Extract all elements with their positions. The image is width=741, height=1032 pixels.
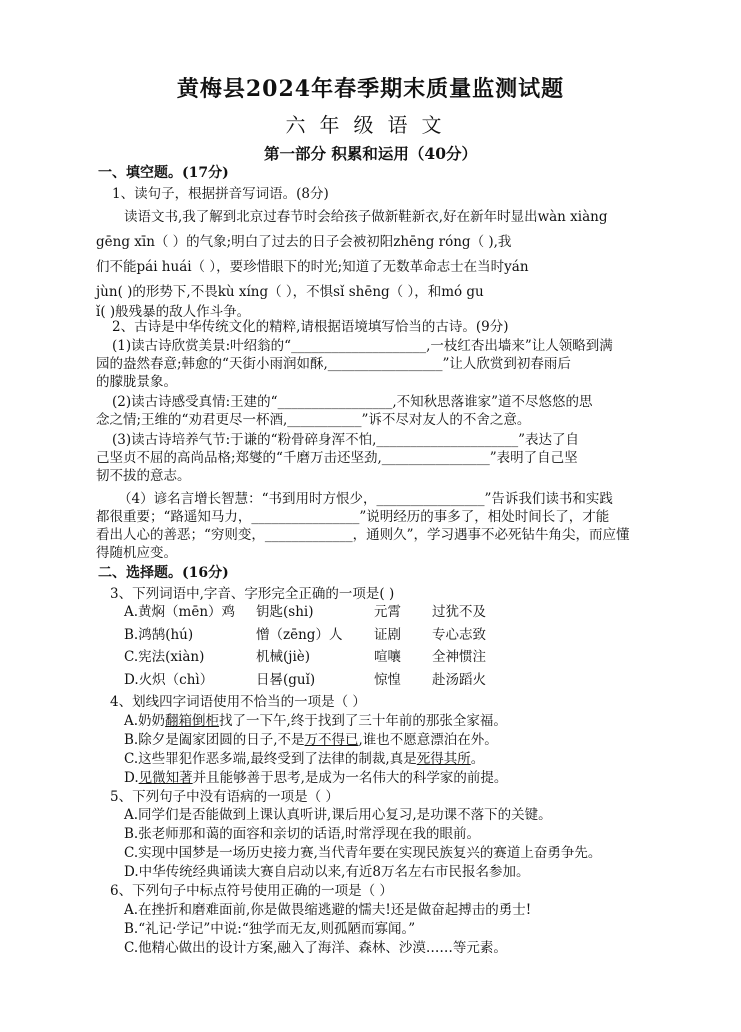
q2-line: 己坚贞不屈的高尚品格;郑燮的“千磨万击还坚劲,________________”表明了自己坚 [96,450,578,466]
q3-option-cell: 元霄 [374,604,401,620]
q3-prompt: 3、下列词语中,字音、字形完全正确的一项是( ) [110,586,395,602]
q5-option: C.实现中国梦是一场历史接力赛,当代青年要在实现民族复兴的赛道上奋勇争先。 [124,845,602,861]
q3-option-cell: 过犹不及 [432,604,486,620]
q4-option [124,769,507,787]
q3-option-cell: 惊惶 [374,672,401,688]
q2-line: (3)读古诗培养气节:于谦的“粉骨碎身浑不怕,_____________________”表达了自 [112,432,580,448]
q4-option-post: 。 [470,751,485,767]
q4-option-post: ,谁也不愿意漂泊在外。 [358,732,498,748]
q4-underlined-idiom: 翻箱倒柜 [165,713,220,729]
q4-option [124,750,484,768]
q6-prompt: 6、下列句子中标点符号使用正确的一项是（ ） [110,883,393,899]
q5-prompt: 5、下列句子中没有语病的一项是（ ） [110,789,339,805]
exam-subtitle: 六年级语文 [285,113,456,137]
q2-line: 的朦胧景象。 [96,374,177,390]
q3-option-cell: 日晷(guǐ) [256,672,316,688]
q2-prompt: 2、古诗是中华传统文化的精粹,请根据语境填写恰当的古诗。(9分) [112,319,509,335]
q3-option-cell: 专心志致 [432,627,486,643]
q4-prompt: 4、划线四字词语使用不恰当的一项是（ ） [110,694,366,710]
q4-option-pre: A.奶奶 [124,713,166,729]
q3-option-cell: C.宪法(xiàn) [124,649,205,665]
q1-line: 们不能pái huái（ ），要珍惜眼下的时光;知道了无数革命志士在当时yán [96,259,529,275]
q4-option-pre: B.除夕是阖家团圆的日子,不是 [124,732,305,748]
q5-option: B.张老师那和蔼的面容和亲切的话语,时常浮现在我的眼前。 [124,826,481,842]
q2-line: 得随机应变。 [96,545,177,561]
section1-heading: 一、填空题。(17分) [98,165,229,181]
q4-option-pre: D. [124,770,139,786]
q1-line: 读语文书,我了解到北京过春节时会给孩子做新鞋新衣,好在新年时显出wàn xiàng [124,209,608,225]
q2-line: （4）谚名言增长智慧：“书到用时方恨少，________________”告诉我们读书和实践 [118,491,613,507]
q4-option [124,712,507,730]
q2-line: 都很重要；“路遥知马力，________________”说明经历的事多了，相处时间长了，才能 [96,509,610,525]
q4-underlined-idiom: 死得其所 [416,751,471,767]
q1-prompt: 1、读句子，根据拼音写词语。(8分) [112,186,329,202]
q3-option-cell: 机械(jiè) [256,649,311,665]
q3-option-cell: D.火炽（chì） [124,672,214,688]
q2-line: 韧不拔的意志。 [96,468,191,484]
q2-line: 园的盎然春意;韩愈的“天街小雨润如酥,_________________”让人欣赏到初春雨后 [96,356,571,372]
q2-line: 看出人心的善恶；“穷则变，_____________，通则久”，学习遇事不必死钻牛角尖，而应懂 [96,527,630,543]
q2-line: 念之情;王维的“劝君更尽一杯酒,___________”诉不尽对友人的不舍之意。 [96,412,531,428]
section2-heading: 二、选择题。(16分) [98,565,229,581]
q3-option-cell: 证剧 [374,627,401,643]
q3-option-cell: 全神惯注 [432,649,486,665]
q2-line: (1)读古诗欣赏美景:叶绍翁的“____________________,一枝红杏出墙来”让人领略到满 [112,338,613,354]
exam-title: 黄梅县2024年春季期末质量监测试题 [176,76,565,102]
q5-option: A.同学们是否能做到上课认真听讲,课后用心复习,是功课不落下的关键。 [124,807,552,823]
q2-line: (2)读古诗感受真情:王建的“_________________,不知秋思落谁家”道不尽悠悠的思 [112,394,593,410]
q4-underlined-idiom: 见微知著 [138,770,193,786]
q3-option-cell: B.鸿鹄(hú) [124,627,194,643]
q1-line: ǐ( )般残暴的敌人作斗争。 [96,304,251,320]
q3-option-cell: 喧嚷 [374,649,401,665]
q3-option-cell: 钥匙(shi) [256,604,314,620]
q5-option: D.中华传统经典诵读大赛自启动以来,有近8万名左右市民报名参加。 [124,864,530,880]
q4-option [124,731,498,749]
q3-option-cell: 憎（zēng）人 [256,627,343,643]
q6-option: B.“礼记·学记”中说:“独学而无友,则孤陋而寡闻。” [124,921,416,937]
part-heading: 第一部分 积累和运用（40分） [264,144,477,163]
q4-option-post: 找了一下午,终于找到了三十年前的那张全家福。 [219,713,507,729]
q4-underlined-idiom: 万不得已 [304,732,359,748]
q1-line: jùn( )的形势下,不畏kù xíng（ ），不惧sǐ shēng（ ），和mó gu [96,284,484,300]
q4-option-post: 并且能够善于思考,是成为一名伟大的科学家的前提。 [192,770,508,786]
q4-option-pre: C.这些罪犯作恶多端,最终受到了法律的制裁,真是 [124,751,417,767]
q3-option-cell: 赴汤蹈火 [432,672,486,688]
q6-option: C.他精心做出的设计方案,融入了海洋、森林、沙漠……等元素。 [124,940,507,956]
q3-option-cell: A.黄焖（mēn）鸡 [124,604,236,620]
q1-line: gēng xīn（ ）的气象;明白了过去的日子会被初阳zhēng róng（ ),我 [96,234,512,250]
q6-option: A.在挫折和磨难面前,你是做畏缩逃避的懦夫!还是做奋起搏击的勇士! [124,902,532,918]
